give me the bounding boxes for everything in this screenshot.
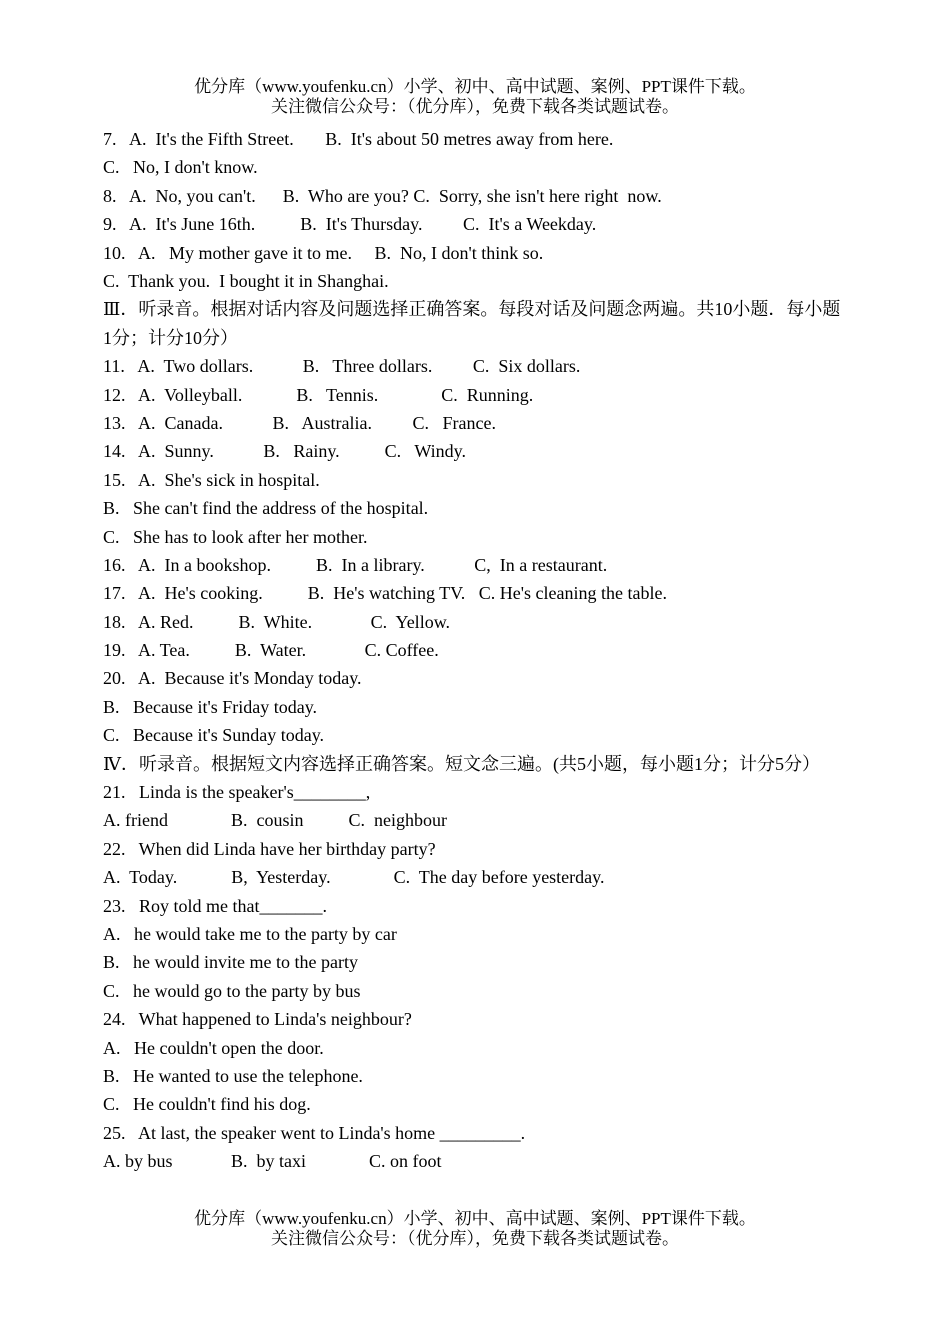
question-line: 19. A. Tea. B. Water. C. Coffee. (103, 640, 439, 661)
page-header (0, 77, 950, 117)
question-line: 13. A. Canada. B. Australia. C. France. (103, 412, 496, 433)
question-line: 25. At last, the speaker went to Linda's home _________. (103, 1122, 526, 1143)
question-line: B. Because it's Friday today. (103, 696, 318, 717)
question-line: 22. When did Linda have her birthday party? (103, 838, 436, 859)
question-line: B. he would invite me to the party (103, 952, 358, 973)
header-line-2: 关注微信公众号：（优分库），免费下载各类试题试卷。 (271, 97, 679, 116)
footer-line-1: 优分库（www.youfenku.cn）小学、初中、高中试题、案例、PPT课件下载。 (194, 1209, 756, 1228)
header-line-1: 优分库（www.youfenku.cn）小学、初中、高中试题、案例、PPT课件下载。 (194, 77, 756, 96)
question-line: C. Because it's Sunday today. (103, 725, 325, 746)
question-line: 7. A. It's the Fifth Street. B. It's about 50 metres away from here. (103, 129, 614, 149)
question-line: 20. A. Because it's Monday today. (103, 668, 362, 689)
page-footer (0, 1209, 950, 1249)
question-line: C. No, I don't know. (103, 157, 258, 178)
question-line: 9. A. It's June 16th. B. It's Thursday. C. It's a Weekday. (103, 214, 597, 235)
question-line: 14. A. Sunny. B. Rainy. C. Windy. (103, 441, 466, 462)
question-line: A. Today. B, Yesterday. C. The day before yesterday. (103, 867, 605, 888)
question-line: 15. A. She's sick in hospital. (103, 469, 320, 490)
question-line: A. by bus B. by taxi C. on foot (103, 1151, 442, 1172)
question-line: B. She can't find the address of the hospital. (103, 498, 429, 519)
question-line: 18. A. Red. B. White. C. Yellow. (103, 611, 451, 632)
question-line: A. He couldn't open the door. (103, 1037, 324, 1058)
question-line: 8. A. No, you can't. B. Who are you? C. Sorry, she isn't here right now. (103, 185, 662, 206)
question-line: 10. A. My mother gave it to me. B. No, I don't think so. (103, 242, 544, 263)
question-line: B. He wanted to use the telephone. (103, 1065, 363, 1086)
section-4-title: Ⅳ．听录音。根据短文内容选择正确答案。短文念三遍。(共5小题，每小题1分；计分5分） (103, 753, 820, 774)
question-line: 21. Linda is the speaker's________, (103, 782, 371, 803)
question-line: 24. What happened to Linda's neighbour? (103, 1009, 412, 1030)
question-line: 11. A. Two dollars. B. Three dollars. C. Six dollars. (103, 356, 581, 377)
question-line: 12. A. Volleyball. B. Tennis. C. Running. (103, 384, 534, 405)
question-line: C. Thank you. I bought it in Shanghai. (103, 270, 389, 291)
question-line: A. friend B. cousin C. neighbour (103, 810, 447, 831)
question-line: C. She has to look after her mother. (103, 526, 368, 547)
question-line: C. he would go to the party by bus (103, 980, 361, 1001)
question-line: C. He couldn't find his dog. (103, 1094, 311, 1115)
document-body (103, 125, 843, 1176)
question-line: 16. A. In a bookshop. B. In a library. C, In a restaurant. (103, 554, 608, 575)
section-3-title: Ⅲ．听录音。根据对话内容及问题选择正确答案。每段对话及问题念两遍。共10小题．每小题1分；计分10分） (103, 299, 841, 348)
footer-line-2: 关注微信公众号：（优分库），免费下载各类试题试卷。 (271, 1229, 679, 1248)
question-line: 17. A. He's cooking. B. He's watching TV. C. He's cleaning the table. (103, 583, 667, 604)
question-line: 23. Roy told me that_______. (103, 895, 327, 916)
question-line: A. he would take me to the party by car (103, 923, 397, 944)
